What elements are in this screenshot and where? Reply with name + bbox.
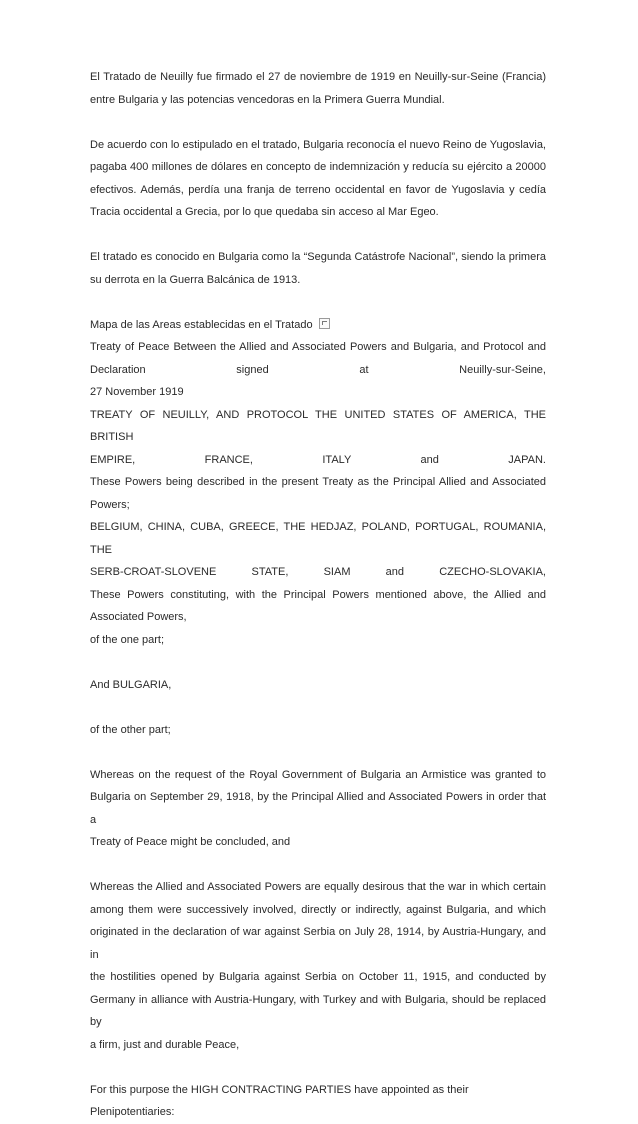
text-line: pagaba 400 millones de dólares en concepto de indemnización y reducía su ejército a 20000 [90, 161, 546, 173]
text-line: De acuerdo con lo estipulado en el tratado, Bulgaria reconocía el nuevo Reino de Yugoslavia, [90, 138, 546, 151]
text-line: Whereas on the request of the Royal Government of Bulgaria an Armistice was granted to [90, 768, 546, 781]
text-line: Whereas the Allied and Associated Powers are equally desirous that the war in which certain [90, 881, 546, 893]
and-bulgaria: And BULGARIA, [90, 678, 172, 691]
parties-line: TREATY OF NEUILLY, AND PROTOCOL THE UNITED STATES OF AMERICA, THE BRITISH [90, 408, 546, 443]
text-line: su derrota en la Guerra Balcánica de 1913. [90, 273, 301, 286]
text-line: entre Bulgaria y las potencias vencedoras en la Primera Guerra Mundial. [90, 93, 445, 106]
text-line: Tracia occidental a Grecia, por lo que quedaba sin acceso al Mar Egeo. [90, 206, 439, 218]
parties-line: BELGIUM, CHINA, CUBA, GREECE, THE HEDJAZ, POLAND, PORTUGAL, ROUMANIA, THE [90, 521, 546, 556]
parties-line: of the one part; [90, 633, 164, 646]
paragraph-whereas [90, 876, 546, 1056]
plenipotentiaries-line: For this purpose the HIGH CONTRACTING PARTIES have appointed as their Plenipotentiaries: [90, 1083, 469, 1118]
text-line: efectivos. Además, perdía una franja de terreno occidental en favor de Yugoslavia y cedía [90, 183, 546, 196]
parties-line: Powers; [90, 498, 130, 511]
text-line: El Tratado de Neuilly fue firmado el 27 de noviembre de 1919 en Neuilly-sur-Seine (Francia) [90, 71, 546, 83]
text-line: Bulgaria on September 29, 1918, by the Principal Allied and Associated Powers in order that a [90, 791, 546, 826]
text-line: the hostilities opened by Bulgaria against Serbia on October 11, 1915, and conducted by [90, 971, 546, 983]
other-part: of the other part; [90, 723, 171, 736]
parties-line: EMPIRE, FRANCE, ITALY and JAPAN. [90, 453, 546, 466]
document-page [90, 66, 546, 1124]
paragraph-catastrophe [90, 246, 546, 291]
paragraph-neuilly-intro [90, 66, 546, 111]
text-line: originated in the declaration of war against Serbia on July 28, 1914, by Austria-Hungary, and in [90, 926, 546, 961]
parties-line: SERB-CROAT-SLOVENE STATE, SIAM and CZECHO-SLOVAKIA, [90, 566, 546, 578]
broken-image-icon[interactable] [319, 318, 330, 329]
text-line: among them were successively involved, directly or indirectly, against Bulgaria, and which [90, 903, 546, 916]
parties-line: These Powers constituting, with the Principal Powers mentioned above, the Allied and [90, 588, 546, 601]
treaty-block [90, 314, 546, 652]
map-caption-line [90, 314, 546, 337]
text-line: Treaty of Peace might be concluded, and [90, 836, 291, 848]
paragraph-terms [90, 134, 546, 224]
text-line: a firm, just and durable Peace, [90, 1038, 240, 1051]
text-line: Germany in alliance with Austria-Hungary, with Turkey and with Bulgaria, should be replaced by [90, 993, 546, 1028]
treaty-title-line: Treaty of Peace Between the Allied and Associated Powers and Bulgaria, and Protocol and [90, 341, 546, 353]
parties-line: Associated Powers, [90, 611, 187, 623]
paragraph-armistice [90, 764, 546, 854]
text-line: El tratado es conocido en Bulgaria como la “Segunda Catástrofe Nacional”, siendo la primera [90, 251, 546, 263]
parties-line: These Powers being described in the present Treaty as the Principal Allied and Associated [90, 476, 546, 488]
treaty-title-line: Declaration signed at Neuilly-sur-Seine, [90, 363, 546, 376]
treaty-date: 27 November 1919 [90, 386, 184, 398]
map-caption: Mapa de las Areas establecidas en el Tratado [90, 318, 313, 331]
